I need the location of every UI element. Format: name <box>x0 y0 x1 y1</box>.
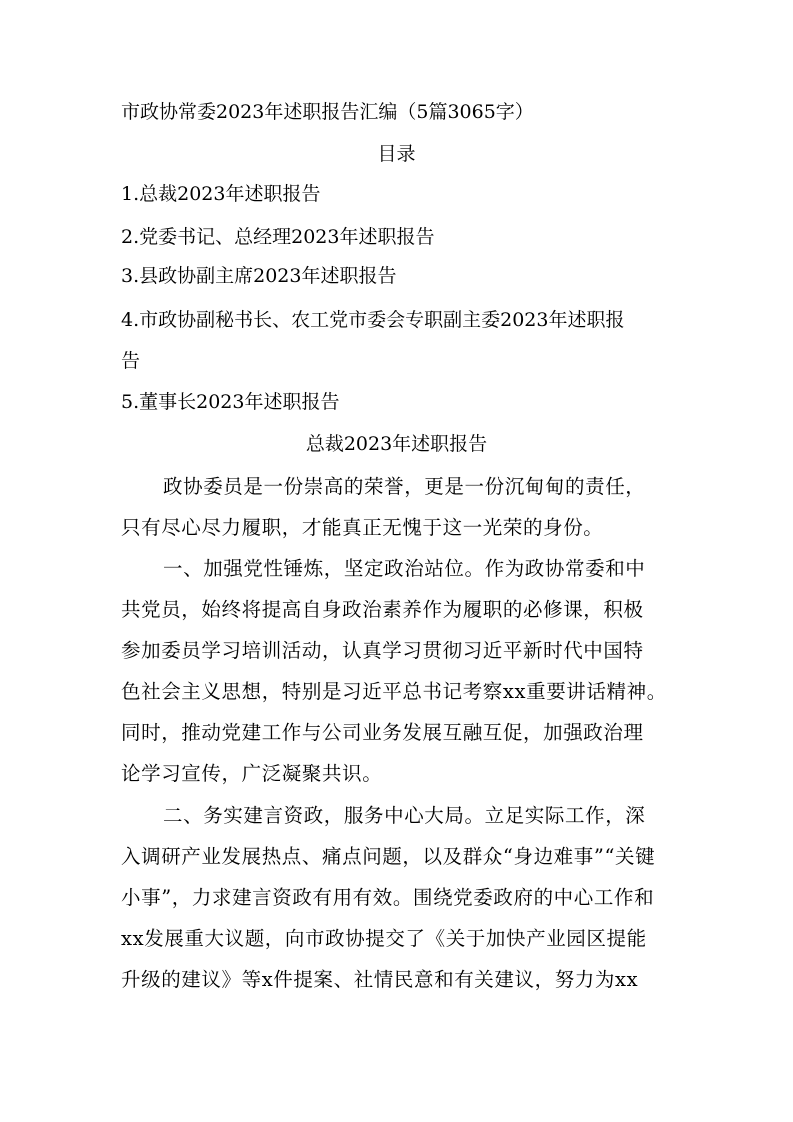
section-title: 总裁2023年述职报告 <box>305 433 488 455</box>
body-line-7: 同时，推动党建工作与公司业务发展互融互促，加强政治理 <box>121 721 644 744</box>
toc-item-4-continued: 告 <box>121 350 141 372</box>
body-line-11: 小事”，力求建言资政有用有效。围绕党委政府的中心工作和 <box>121 886 655 909</box>
body-line-3: 一、加强党性锤炼，坚定政治站位。作为政协常委和中 <box>163 557 646 580</box>
toc-item-1: 1.总裁2023年述职报告 <box>121 183 321 205</box>
body-line-4: 共党员，始终将提高自身政治素养作为履职的必修课，积极 <box>121 598 644 621</box>
body-line-6: 色社会主义思想，特别是习近平总书记考察xx重要讲话精神。 <box>121 680 667 703</box>
body-line-5: 参加委员学习培训活动，认真学习贯彻习近平新时代中国特 <box>121 639 644 662</box>
toc-heading: 目录 <box>377 143 416 165</box>
toc-item-5: 5.董事长2023年述职报告 <box>121 391 340 413</box>
body-line-10: 入调研产业发展热点、痛点问题，以及群众“身边难事”“关键 <box>121 845 656 868</box>
toc-item-3: 3.县政协副主席2023年述职报告 <box>121 265 397 287</box>
body-line-12: xx发展重大议题，向市政协提交了《关于加快产业园区提能 <box>121 927 647 950</box>
document-title: 市政协常委2023年述职报告汇编（5篇3065字） <box>121 101 534 123</box>
body-line-9: 二、务实建言资政，服务中心大局。立足实际工作，深 <box>163 804 646 827</box>
toc-item-4: 4.市政协副秘书长、农工党市委会专职副主委2023年述职报 <box>121 309 625 331</box>
body-line-1: 政协委员是一份崇高的荣誉，更是一份沉甸甸的责任， <box>163 475 646 498</box>
body-line-8: 论学习宣传，广泛凝聚共识。 <box>121 762 383 785</box>
toc-item-2: 2.党委书记、总经理2023年述职报告 <box>121 226 435 248</box>
body-line-13: 升级的建议》等x件提案、社情民意和有关建议，努力为xx <box>121 968 639 991</box>
body-line-2: 只有尽心尽力履职，才能真正无愧于这一光荣的身份。 <box>121 516 604 539</box>
